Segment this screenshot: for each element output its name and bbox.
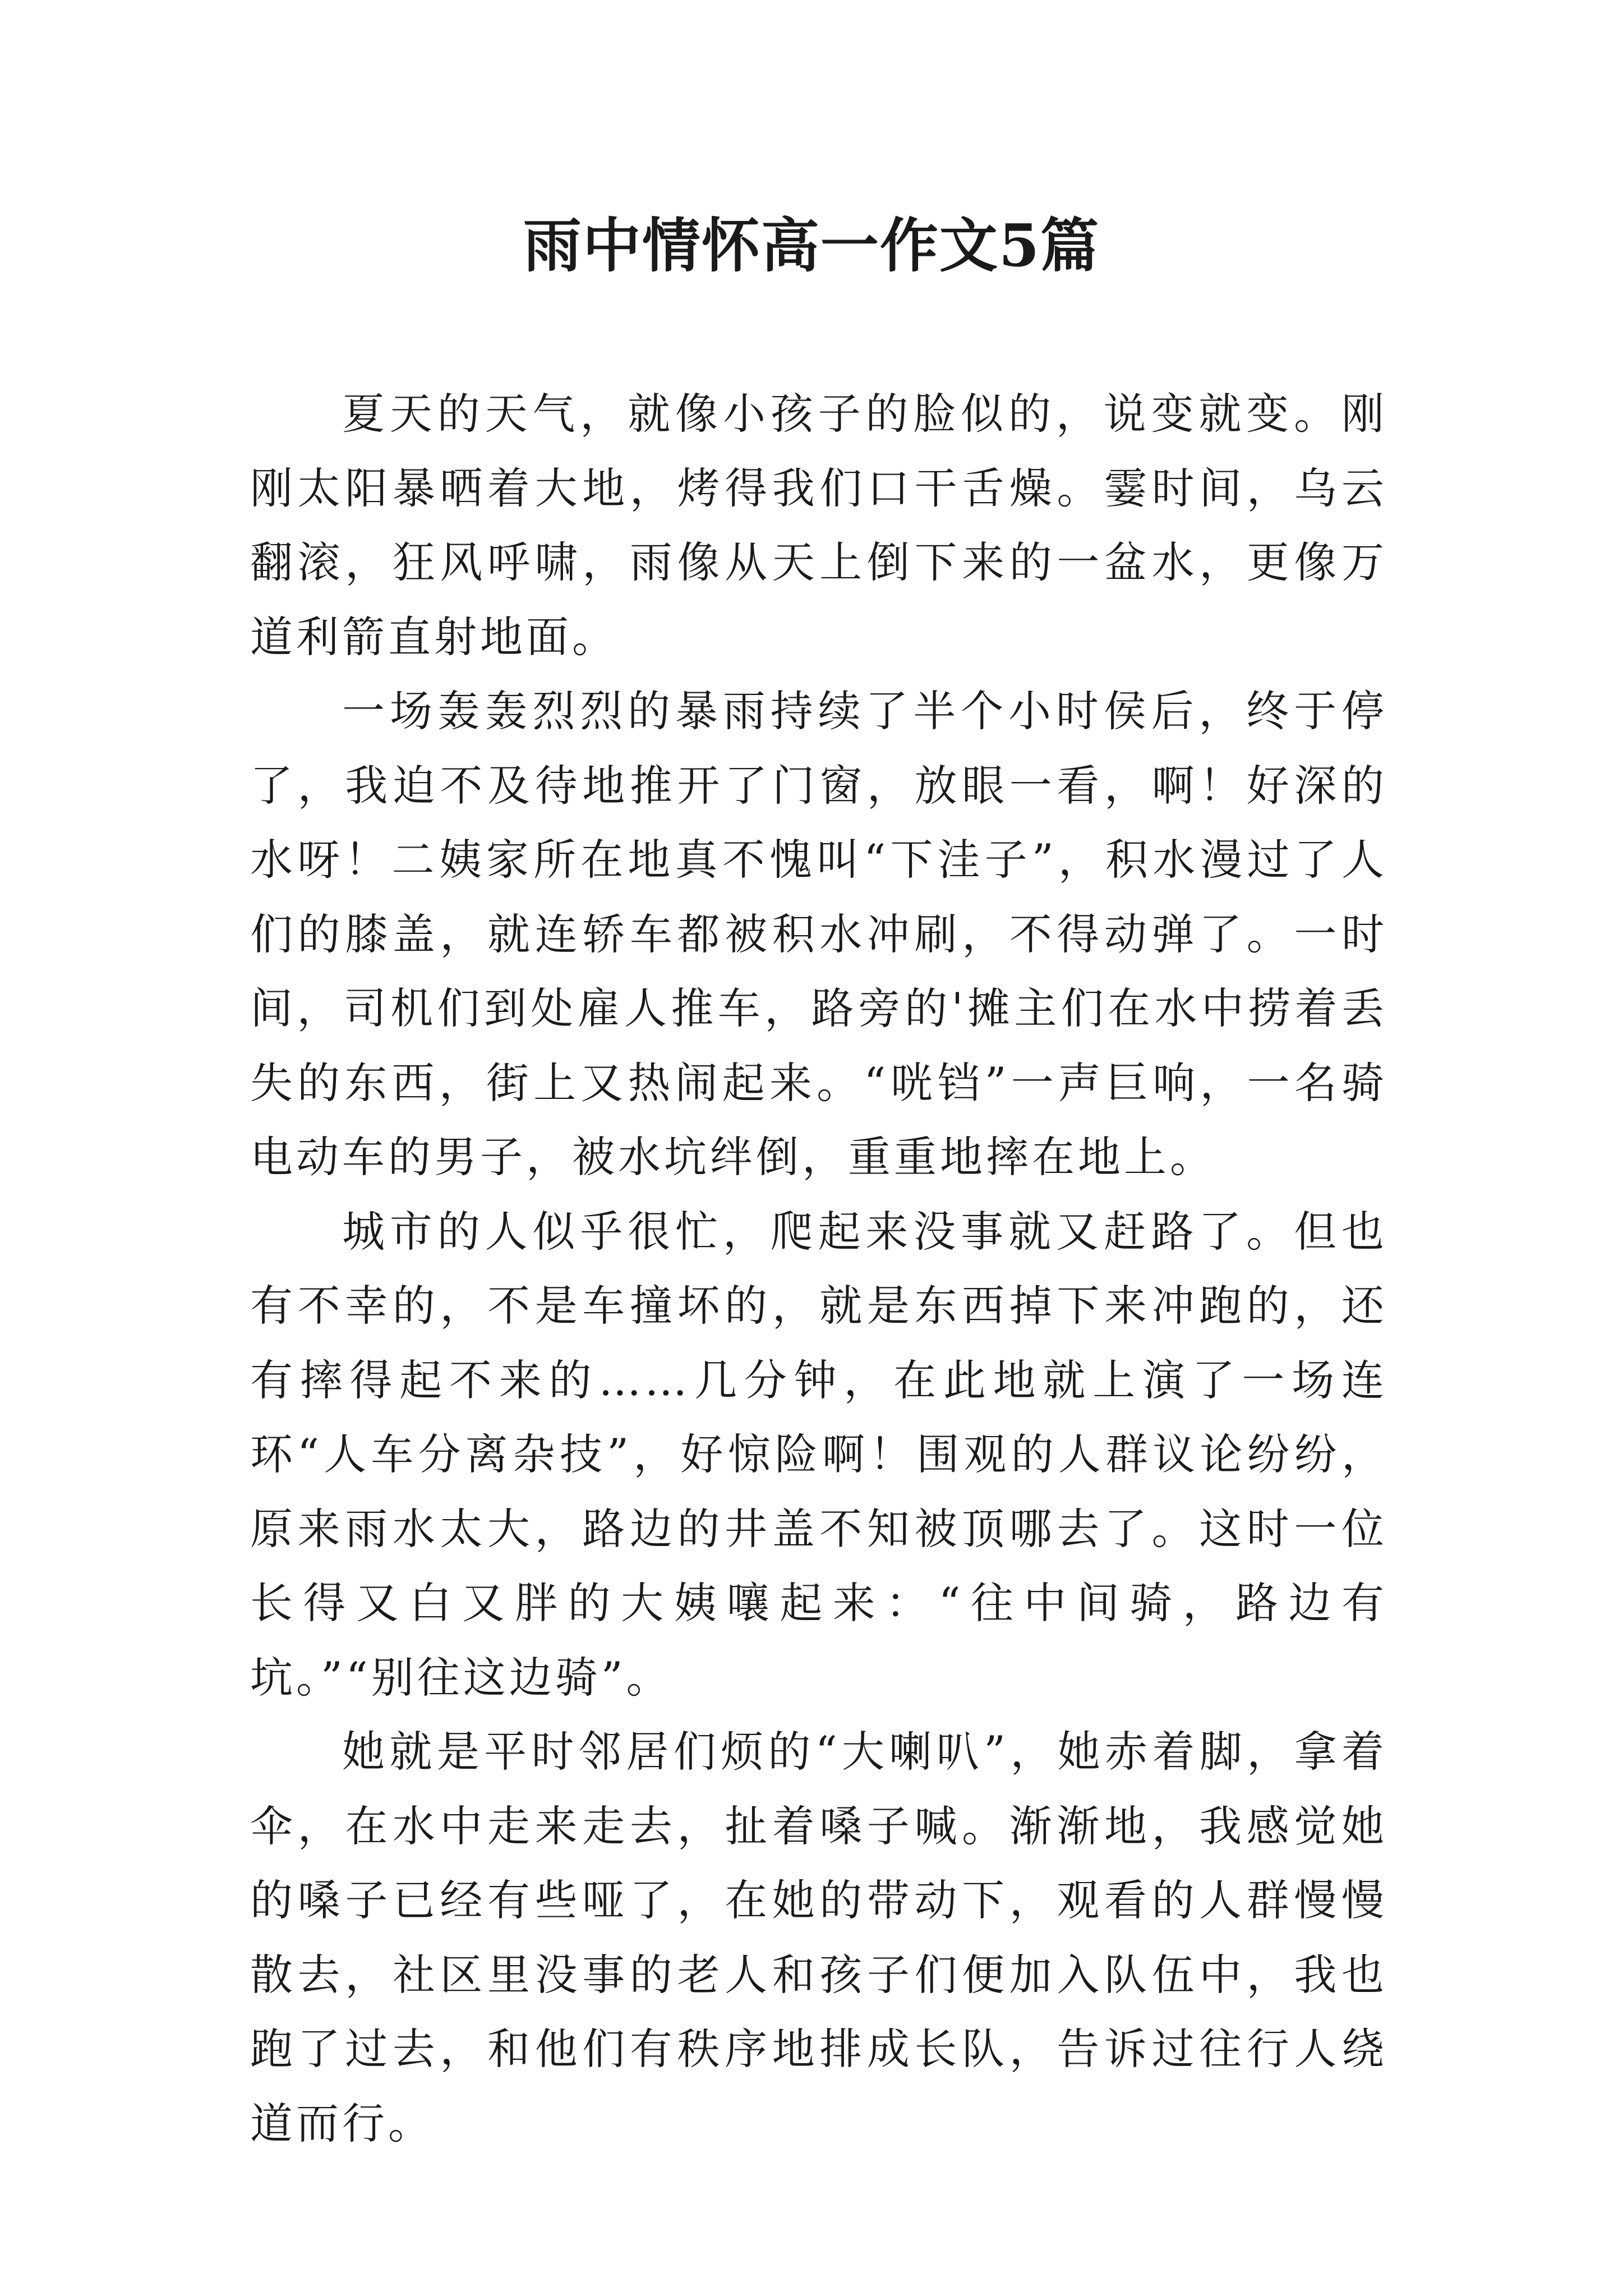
document-title: 雨中情怀高一作文5篇	[523, 211, 1100, 280]
paragraph: 城市的人似乎很忙，爬起来没事就又赶路了。但也有不幸的，不是车撞坏的，就是东西掉下来冲跑的，还有摔得起不来的……几分钟，在此地就上演了一场连环“人车分离杂技”，好惊险啊！围观的人群议论纷纷，原来雨水太大，路边的井盖不知被顶哪去了。这时一位长得又白又胖的大姨嚷起来：“往中间骑，路边有坑。”“别往这边骑”。	[250, 1206, 1387, 1703]
paragraph: 她就是平时邻居们烦的“大喇叭”，她赤着脚，拿着伞，在水中走来走去，扯着嗓子喊。渐渐地，我感觉她的嗓子已经有些哑了，在她的带动下，观看的人群慢慢散去，社区里没事的老人和孩子们便加入队伍中，我也跑了过去，和他们有秩序地排成长队，告诉过往行人绕道而行。	[250, 1727, 1387, 2148]
paragraph: 一场轰轰烈烈的暴雨持续了半个小时侯后，终于停了，我迫不及待地推开了门窗，放眼一看，啊！好深的水呀！二姨家所在地真不愧叫“下洼子”，积水漫过了人们的膝盖，就连轿车都被积水冲刷，不得动弹了。一时间，司机们到处雇人推车，路旁的'摊主们在水中捞着丢失的东西，街上又热闹起来。“咣铛”一声巨响，一名骑电动车的男子，被水坑绊倒，重重地摔在地上。	[250, 686, 1387, 1182]
paragraph: 夏天的天气，就像小孩子的脸似的，说变就变。刚刚太阳暴晒着大地，烤得我们口干舌燥。霎时间，乌云翻滚，狂风呼啸，雨像从天上倒下来的一盆水，更像万道利箭直射地面。	[250, 389, 1387, 662]
document-body	[250, 377, 1387, 2161]
